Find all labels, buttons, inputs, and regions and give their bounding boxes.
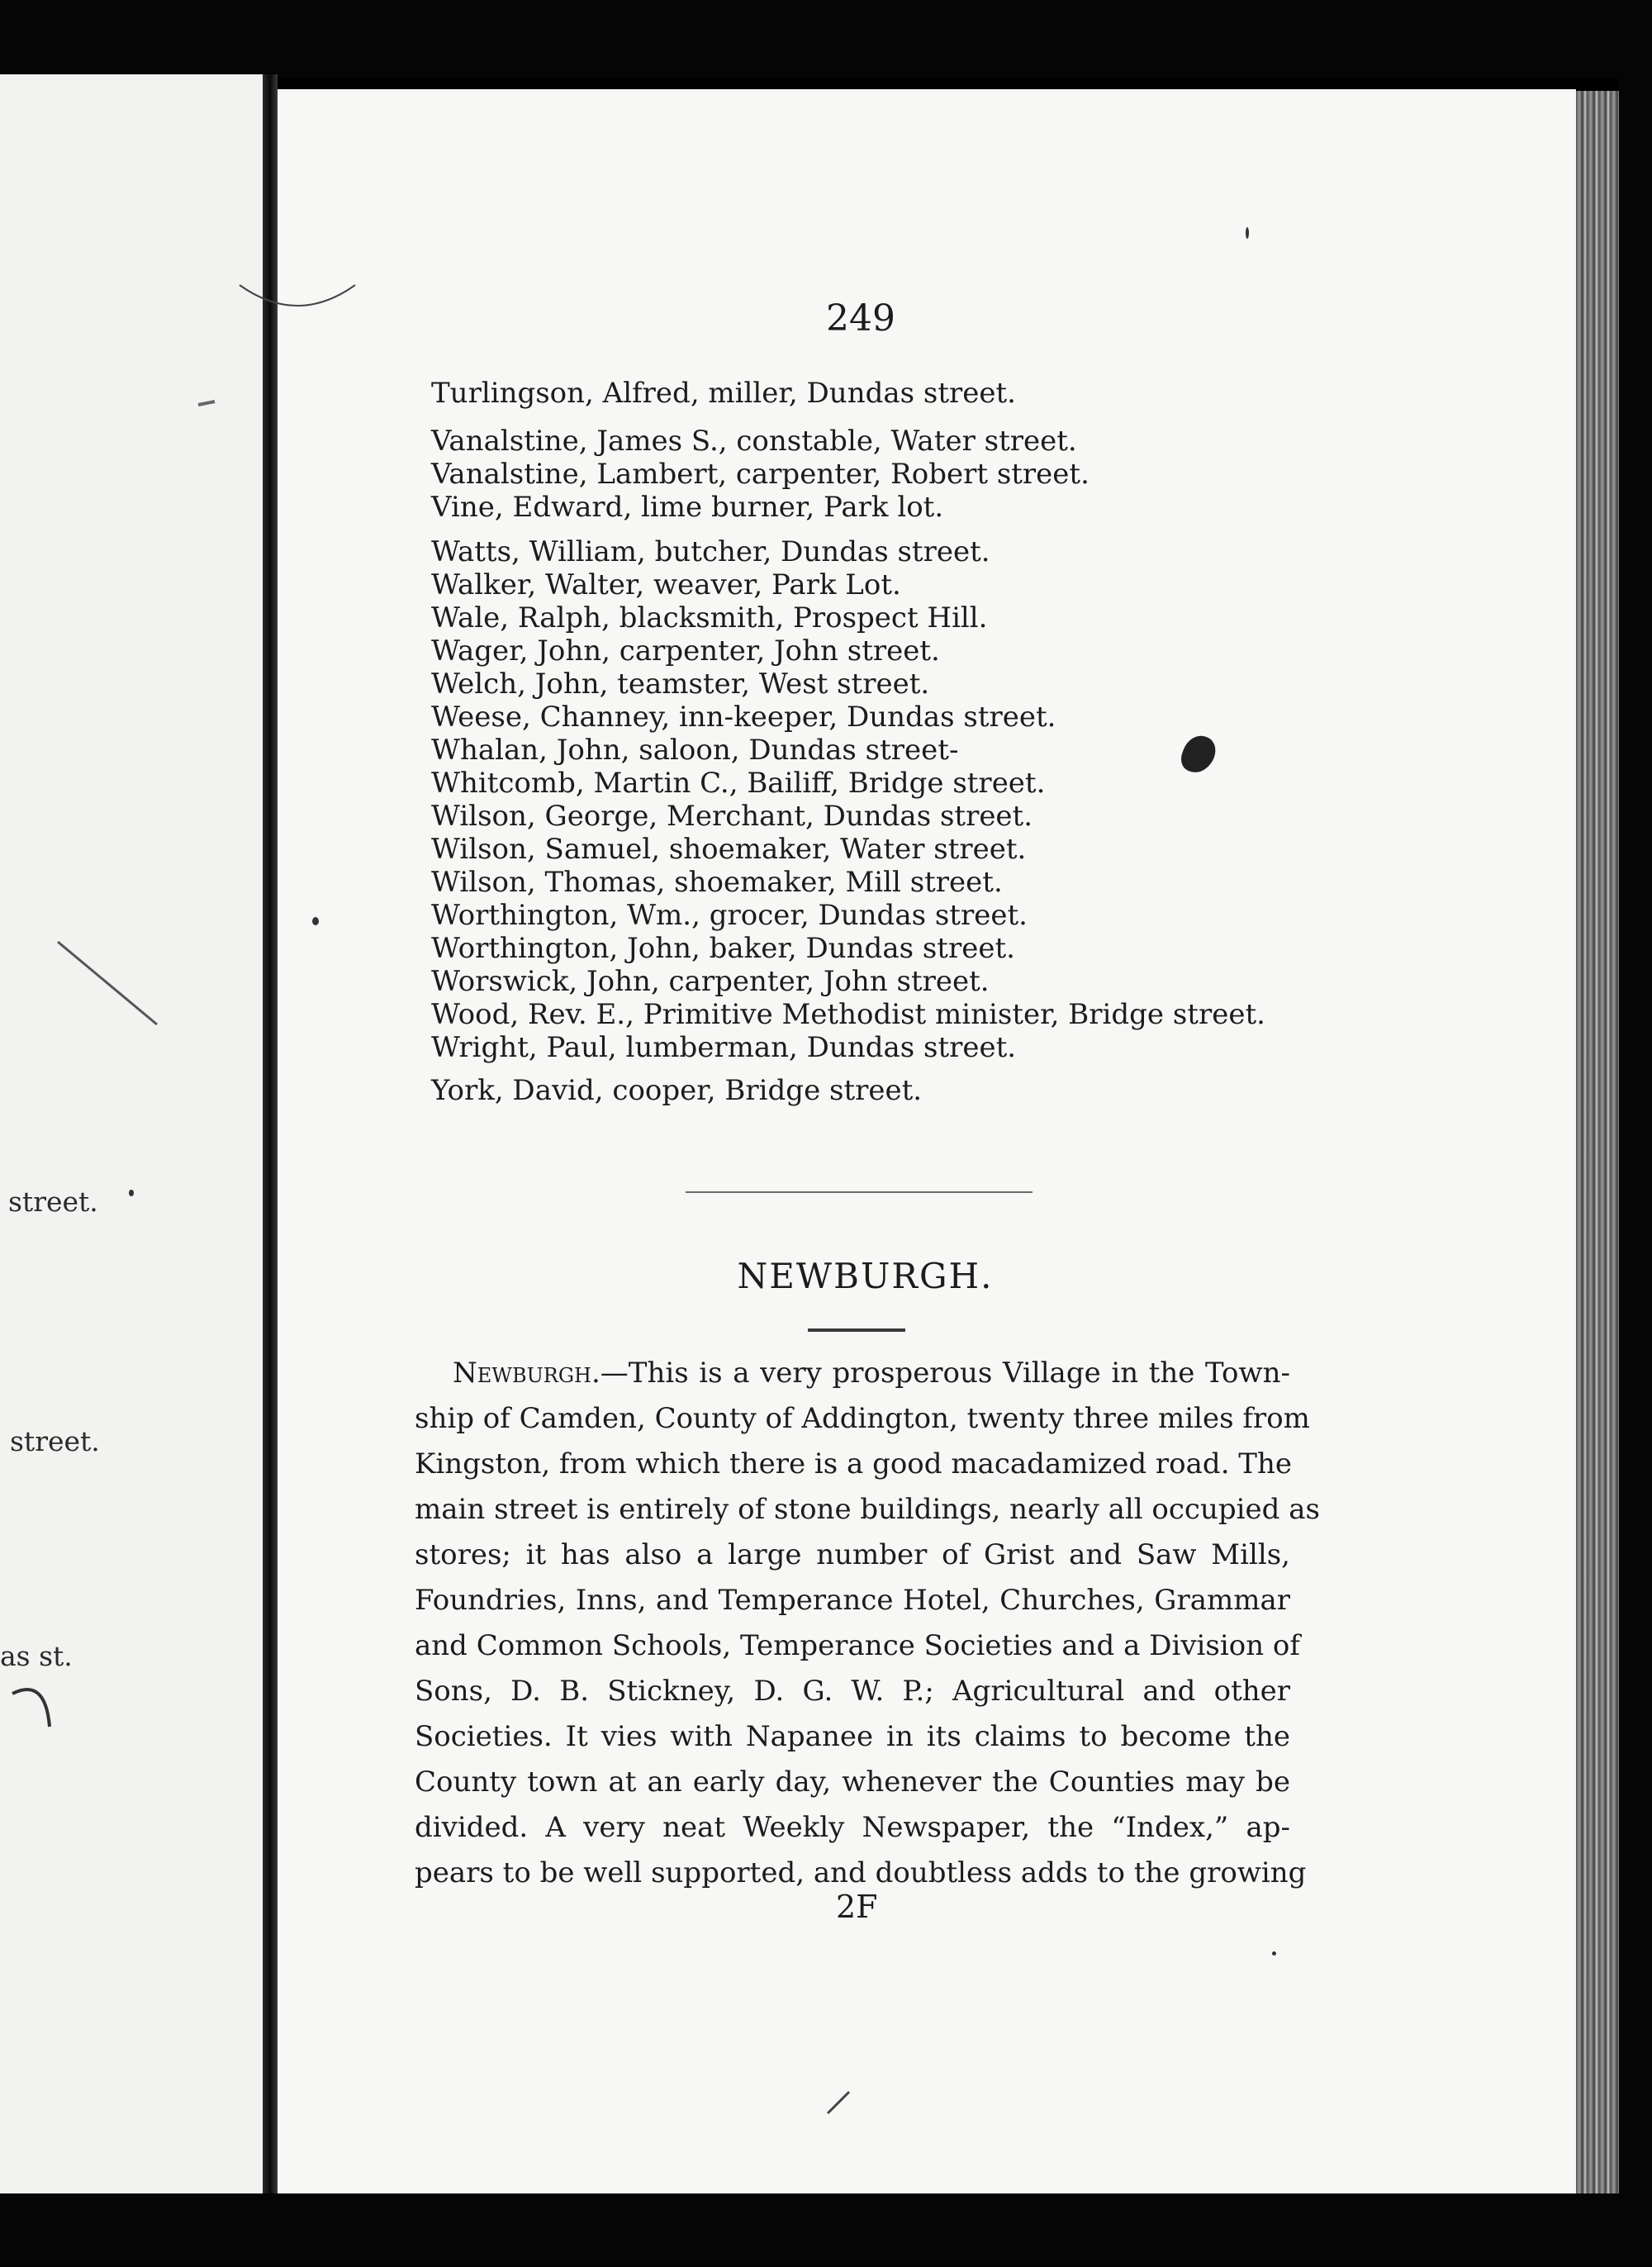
paragraph-line: main street is entirely of stone buildings, nearly all occupied as: [415, 1493, 1320, 1526]
scan-bottom-border: [0, 2193, 1652, 2267]
page-edge-stack: [1576, 91, 1619, 2193]
left-fragment-3: as st.: [0, 1640, 73, 1672]
paragraph-line-1-text: —This is a very prosperous Village in the Town-: [600, 1357, 1290, 1390]
directory-entry: Worthington, John, baker, Dundas street.: [431, 932, 1015, 965]
directory-entry: Vine, Edward, lime burner, Park lot.: [431, 491, 944, 524]
directory-entry: York, David, cooper, Bridge street.: [431, 1074, 923, 1107]
directory-entry: Walker, Walter, weaver, Park Lot.: [431, 568, 901, 601]
directory-entry: Turlingson, Alfred, miller, Dundas street.: [431, 377, 1016, 410]
directory-entry: Wilson, Thomas, shoemaker, Mill street.: [431, 866, 1003, 899]
scan-right-border: [1619, 0, 1652, 2267]
dust-speck: [1272, 1951, 1276, 1956]
paragraph-line: pears to be well supported, and doubtless adds to the growing: [415, 1856, 1307, 1889]
directory-entry: Vanalstine, James S., constable, Water street.: [431, 425, 1077, 458]
directory-entry: Worthington, Wm., grocer, Dundas street.: [431, 899, 1028, 932]
scan-top-border: [0, 0, 1652, 78]
left-fragment-1: street.: [8, 1186, 98, 1218]
dust-speck: [129, 1190, 134, 1196]
section-divider-rule: [686, 1191, 1032, 1193]
heading-underline-rule: [808, 1328, 905, 1332]
left-fragment-2: street.: [10, 1425, 100, 1457]
directory-entry: Vanalstine, Lambert, carpenter, Robert street.: [431, 458, 1089, 491]
paragraph-line: stores; it has also a large number of Grist and Saw Mills,: [415, 1538, 1290, 1571]
directory-entry: Welch, John, teamster, West street.: [431, 668, 930, 701]
directory-entry: Wood, Rev. E., Primitive Methodist minister, Bridge street.: [431, 998, 1265, 1031]
paragraph-lead: Newburgh.: [453, 1357, 601, 1390]
paragraph-line: Foundries, Inns, and Temperance Hotel, Churches, Grammar: [415, 1584, 1290, 1617]
paragraph-line: divided. A very neat Weekly Newspaper, the “Index,” ap-: [415, 1811, 1290, 1844]
directory-entry: Whitcomb, Martin C., Bailiff, Bridge street.: [431, 767, 1046, 800]
directory-entry: Weese, Channey, inn-keeper, Dundas street.: [431, 701, 1056, 734]
directory-entry: Watts, William, butcher, Dundas street.: [431, 535, 990, 568]
paragraph-line: Sons, D. B. Stickney, D. G. W. P.; Agricultural and other: [415, 1675, 1290, 1708]
paragraph-line: and Common Schools, Temperance Societies and a Division of: [415, 1629, 1300, 1662]
dust-speck: [312, 917, 319, 925]
directory-entry: Wager, John, carpenter, John street.: [431, 634, 940, 668]
book-gutter: [263, 74, 278, 2198]
paragraph-line: County town at an early day, whenever the Counties may be: [415, 1766, 1290, 1799]
directory-entry: Wright, Paul, lumberman, Dundas street.: [431, 1031, 1017, 1064]
directory-entry: Worswick, John, carpenter, John street.: [431, 965, 990, 998]
left-page: [0, 74, 266, 2198]
page-number: 249: [826, 297, 895, 340]
paragraph-line: ship of Camden, County of Addington, twenty three miles from: [415, 1402, 1310, 1435]
section-heading: NEWBURGH.: [737, 1256, 994, 1296]
paragraph-line: Societies. It vies with Napanee in its claims to become the: [415, 1720, 1290, 1753]
directory-entry: Whalan, John, saloon, Dundas street-: [431, 734, 959, 767]
dust-speck: [1246, 227, 1249, 239]
directory-entry: Wilson, George, Merchant, Dundas street.: [431, 800, 1033, 833]
paragraph-line: Kingston, from which there is a good macadamized road. The: [415, 1447, 1293, 1480]
directory-entry: Wale, Ralph, blacksmith, Prospect Hill.: [431, 601, 988, 634]
printer-signature-mark: 2F: [836, 1889, 878, 1925]
paragraph-line-1: [453, 1357, 1290, 1390]
directory-entry: Wilson, Samuel, shoemaker, Water street.: [431, 833, 1027, 866]
